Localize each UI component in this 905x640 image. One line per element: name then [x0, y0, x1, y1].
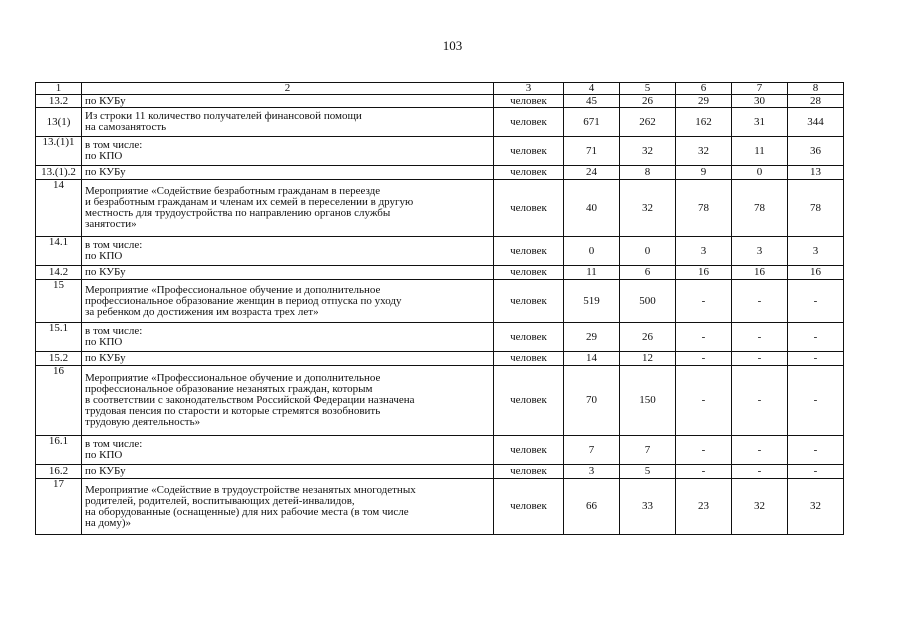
value-cell: 32 — [620, 180, 676, 237]
value-cell: 150 — [620, 366, 676, 436]
row-description: Мероприятие «Профессиональное обучение и дополнительное профессиональное образование незанятых граждан, которым в соответствии с законодательством Российской Федерации назначена трудовая пенсия по старости и которые стремятся возобновить трудовую деятельность» — [82, 366, 494, 436]
value-cell: - — [676, 366, 732, 436]
row-number: 17 — [36, 479, 82, 535]
value-cell: 26 — [620, 95, 676, 108]
value-cell: 30 — [732, 95, 788, 108]
value-cell: 11 — [564, 266, 620, 280]
value-cell: - — [732, 436, 788, 465]
value-cell: 344 — [788, 108, 844, 137]
table-row — [36, 479, 844, 535]
value-cell: - — [676, 280, 732, 323]
row-description: по КУБу — [82, 166, 494, 180]
row-number: 16.1 — [36, 436, 82, 465]
row-description: по КУБу — [82, 95, 494, 108]
value-cell: 32 — [620, 137, 676, 166]
value-cell: 500 — [620, 280, 676, 323]
value-cell: 78 — [732, 180, 788, 237]
value-cell: 0 — [732, 166, 788, 180]
value-cell: - — [676, 465, 732, 479]
value-cell: 29 — [564, 323, 620, 352]
row-description: в том числе: по КПО — [82, 323, 494, 352]
value-cell: 9 — [676, 166, 732, 180]
table-row — [36, 95, 844, 108]
unit-cell: человек — [494, 180, 564, 237]
header-row — [36, 83, 844, 95]
row-description: в том числе: по КПО — [82, 137, 494, 166]
value-cell: 3 — [676, 237, 732, 266]
unit-cell: человек — [494, 366, 564, 436]
value-cell: - — [676, 323, 732, 352]
table-row — [36, 166, 844, 180]
row-description: Мероприятие «Содействие безработным гражданам в переезде и безработным гражданам и членам их семей в переселении в другую местность для трудоустройства по направлению органов службы занятости» — [82, 180, 494, 237]
table-row — [36, 108, 844, 137]
row-description: в том числе: по КПО — [82, 237, 494, 266]
page-number: 103 — [442, 38, 463, 53]
value-cell: 162 — [676, 108, 732, 137]
unit-cell: человек — [494, 465, 564, 479]
row-number: 14.1 — [36, 237, 82, 266]
header-cell: 6 — [676, 83, 732, 95]
table-row — [36, 280, 844, 323]
value-cell: - — [788, 323, 844, 352]
value-cell: - — [788, 280, 844, 323]
value-cell: - — [732, 352, 788, 366]
row-number: 15.1 — [36, 323, 82, 352]
value-cell: 32 — [732, 479, 788, 535]
value-cell: 16 — [676, 266, 732, 280]
value-cell: 3 — [788, 237, 844, 266]
value-cell: - — [788, 465, 844, 479]
row-number: 14.2 — [36, 266, 82, 280]
unit-cell: человек — [494, 237, 564, 266]
value-cell: 0 — [564, 237, 620, 266]
row-description: в том числе: по КПО — [82, 436, 494, 465]
value-cell: 33 — [620, 479, 676, 535]
value-cell: 71 — [564, 137, 620, 166]
row-number: 15.2 — [36, 352, 82, 366]
value-cell: - — [732, 366, 788, 436]
value-cell: 11 — [732, 137, 788, 166]
table-row — [36, 323, 844, 352]
header-cell: 5 — [620, 83, 676, 95]
unit-cell: человек — [494, 137, 564, 166]
row-number: 16 — [36, 366, 82, 436]
value-cell: 36 — [788, 137, 844, 166]
value-cell: - — [788, 366, 844, 436]
table-row — [36, 436, 844, 465]
header-cell: 1 — [36, 83, 82, 95]
value-cell: 0 — [620, 237, 676, 266]
header-cell: 7 — [732, 83, 788, 95]
row-number: 13.(1)1 — [36, 137, 82, 166]
value-cell: 7 — [620, 436, 676, 465]
value-cell: 3 — [564, 465, 620, 479]
value-cell: 23 — [676, 479, 732, 535]
unit-cell: человек — [494, 479, 564, 535]
value-cell: 6 — [620, 266, 676, 280]
value-cell: 78 — [788, 180, 844, 237]
row-description: Мероприятие «Профессиональное обучение и дополнительное профессиональное образование женщин в период отпуска по уходу за ребенком до достижения им возраста трех лет» — [82, 280, 494, 323]
row-number: 16.2 — [36, 465, 82, 479]
row-number: 13.2 — [36, 95, 82, 108]
row-description: по КУБу — [82, 266, 494, 280]
row-description: по КУБу — [82, 352, 494, 366]
value-cell: 32 — [676, 137, 732, 166]
value-cell: 78 — [676, 180, 732, 237]
row-description: по КУБу — [82, 465, 494, 479]
value-cell: 24 — [564, 166, 620, 180]
value-cell: - — [732, 280, 788, 323]
unit-cell: человек — [494, 436, 564, 465]
value-cell: 13 — [788, 166, 844, 180]
unit-cell: человек — [494, 95, 564, 108]
header-cell: 8 — [788, 83, 844, 95]
value-cell: - — [732, 323, 788, 352]
value-cell: 32 — [788, 479, 844, 535]
table-row — [36, 137, 844, 166]
value-cell: 40 — [564, 180, 620, 237]
row-number: 15 — [36, 280, 82, 323]
row-description: Из строки 11 количество получателей финансовой помощи на самозанятость — [82, 108, 494, 137]
unit-cell: человек — [494, 280, 564, 323]
value-cell: - — [788, 436, 844, 465]
row-description: Мероприятие «Содействие в трудоустройстве незанятых многодетных родителей, родителей, воспитывающих детей-инвалидов, на оборудованные (оснащенные) для них рабочие места (в том числе на дому)» — [82, 479, 494, 535]
header-cell: 3 — [494, 83, 564, 95]
value-cell: 7 — [564, 436, 620, 465]
table-row — [36, 465, 844, 479]
unit-cell: человек — [494, 166, 564, 180]
value-cell: 671 — [564, 108, 620, 137]
value-cell: - — [788, 352, 844, 366]
value-cell: 31 — [732, 108, 788, 137]
header-cell: 2 — [82, 83, 494, 95]
value-cell: 29 — [676, 95, 732, 108]
value-cell: 14 — [564, 352, 620, 366]
data-table — [35, 82, 844, 535]
value-cell: 16 — [732, 266, 788, 280]
value-cell: 5 — [620, 465, 676, 479]
value-cell: 3 — [732, 237, 788, 266]
value-cell: - — [676, 352, 732, 366]
row-number: 14 — [36, 180, 82, 237]
value-cell: 262 — [620, 108, 676, 137]
value-cell: 66 — [564, 479, 620, 535]
value-cell: 8 — [620, 166, 676, 180]
value-cell: 12 — [620, 352, 676, 366]
unit-cell: человек — [494, 352, 564, 366]
value-cell: 70 — [564, 366, 620, 436]
value-cell: - — [676, 436, 732, 465]
table-row — [36, 266, 844, 280]
table-row — [36, 352, 844, 366]
value-cell: 16 — [788, 266, 844, 280]
value-cell: 519 — [564, 280, 620, 323]
table-row — [36, 366, 844, 436]
table-row — [36, 237, 844, 266]
row-number: 13.(1).2 — [36, 166, 82, 180]
value-cell: - — [732, 465, 788, 479]
value-cell: 45 — [564, 95, 620, 108]
header-cell: 4 — [564, 83, 620, 95]
unit-cell: человек — [494, 266, 564, 280]
value-cell: 28 — [788, 95, 844, 108]
table-row — [36, 180, 844, 237]
row-number: 13(1) — [36, 108, 82, 137]
value-cell: 26 — [620, 323, 676, 352]
unit-cell: человек — [494, 108, 564, 137]
unit-cell: человек — [494, 323, 564, 352]
